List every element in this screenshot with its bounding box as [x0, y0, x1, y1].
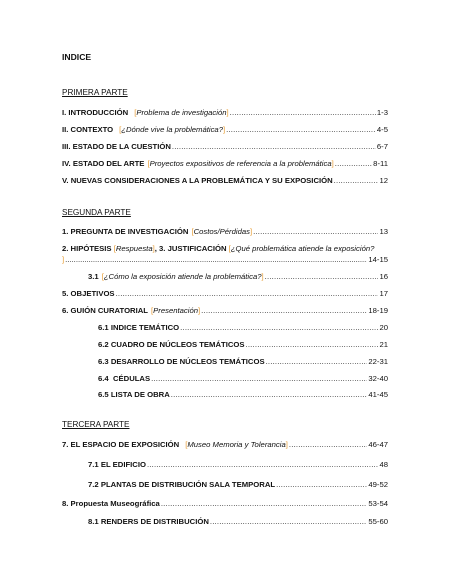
entry-pages: 46-47: [368, 440, 388, 449]
toc-entry[interactable]: 3.1 [ ¿Cómo la exposición atiende la problemática? ] ..... 16: [88, 271, 388, 282]
entry-note: Costos/Pérdidas: [193, 227, 250, 236]
entry-label: 2. HIPÓTESIS: [62, 244, 112, 253]
toc-entry[interactable]: [62, 498, 388, 509]
toc-entry[interactable]: 6. GUIÓN CURATORIAL [ Presentación ] ..... 18-19: [62, 305, 388, 316]
toc-entry[interactable]: [88, 516, 388, 527]
toc-entry[interactable]: [98, 373, 388, 384]
leader-dots: [147, 459, 378, 470]
leader-dots: [201, 305, 367, 316]
entry-label: 7. EL ESPACIO DE EXPOSICIÓN: [62, 440, 180, 449]
toc-entry[interactable]: [98, 389, 388, 400]
toc-entry[interactable]: [98, 356, 388, 367]
leader-dots: [246, 339, 379, 350]
entry-note: Museo Memoria y Tolerancia: [187, 440, 286, 449]
leader-dots: [172, 141, 376, 152]
entry-pages: 13: [379, 227, 388, 236]
toc-entry[interactable]: I. INTRODUCCIÓN [ Problema de investigación ] ..... 1-3: [62, 107, 388, 118]
entry-label: V. NUEVAS CONSIDERACIONES A LA PROBLEMÁTICA Y SU EXPOSICIÓN: [62, 176, 333, 185]
toc-entry[interactable]: [62, 288, 388, 299]
leader-dots: [289, 439, 367, 450]
entry-label: 7.1 EL EDIFICIO: [88, 460, 146, 469]
page-title: INDICE: [62, 52, 92, 62]
leader-dots: [335, 158, 372, 169]
entry-pages: 32-40: [368, 374, 388, 383]
entry-pages: 8-11: [373, 159, 388, 168]
entry-note: Presentación: [153, 306, 199, 315]
entry-label: 3.1: [88, 272, 99, 281]
entry-label: 6.4 CÉDULAS: [98, 374, 151, 383]
entry-label: 7.2 PLANTAS DE DISTRIBUCIÓN SALA TEMPORAL: [88, 480, 276, 489]
entry-label-2: 3. JUSTIFICACIÓN: [159, 244, 227, 253]
leader-dots: [116, 288, 379, 299]
entry-label: 8. Propuesta Museográfica: [62, 499, 160, 508]
entry-note: Problema de investigación: [136, 108, 227, 117]
leader-dots: [180, 322, 378, 333]
entry-label: 6.1 INDICE TEMÁTICO: [98, 323, 180, 332]
part-heading-1: PRIMERA PARTE: [62, 88, 128, 97]
leader-dots: [230, 107, 376, 118]
entry-label: 1. PREGUNTA DE INVESTIGACIÓN: [62, 227, 189, 236]
toc-entry[interactable]: IV. ESTADO DEL ARTE [ Proyectos expositivos de referencia a la problemática ] ..... 8-11: [62, 158, 388, 169]
entry-pages: 53-54: [368, 499, 388, 508]
entry-pages: 18-19: [368, 306, 388, 315]
part-heading-3: TERCERA PARTE: [62, 420, 130, 429]
toc-entry[interactable]: [88, 459, 388, 470]
entry-note-2: ¿Qué problemática atiende la exposición?: [230, 244, 375, 253]
entry-pages: 12: [379, 176, 388, 185]
entry-label: IV. ESTADO DEL ARTE: [62, 159, 145, 168]
entry-pages: 55-60: [368, 517, 388, 526]
part-heading-2: SEGUNDA PARTE: [62, 208, 131, 217]
leader-dots: [253, 226, 378, 237]
entry-label: I. INTRODUCCIÓN: [62, 108, 129, 117]
entry-pages: 48: [379, 460, 388, 469]
entry-pages: 17: [379, 289, 388, 298]
toc-entry[interactable]: [62, 141, 388, 152]
entry-label: 8.1 RENDERS DE DISTRIBUCIÓN: [88, 517, 209, 526]
leader-dots: [334, 175, 379, 186]
leader-dots: [266, 356, 368, 367]
entry-pages: 21: [379, 340, 388, 349]
entry-label: 6.3 DESARROLLO DE NÚCLEOS TEMÁTICOS: [98, 357, 265, 366]
leader-dots: [210, 516, 367, 527]
leader-dots: [151, 373, 367, 384]
entry-label: 5. OBJETIVOS: [62, 289, 115, 298]
entry-note: ¿Dónde vive la problemática?: [121, 125, 223, 134]
leader-dots: [276, 479, 367, 490]
leader-dots: [171, 389, 368, 400]
toc-entry[interactable]: 1. PREGUNTA DE INVESTIGACIÓN [ Costos/Pérdidas ] ..... 13: [62, 226, 388, 237]
toc-entry[interactable]: [62, 175, 388, 186]
leader-dots: [265, 271, 379, 282]
leader-dots: [65, 254, 367, 265]
leader-dots: [161, 498, 367, 509]
entry-note: Respuesta: [115, 244, 153, 253]
entry-pages: 41-45: [368, 390, 388, 399]
toc-entry[interactable]: II. CONTEXTO [ ¿Dónde vive la problemática? ] ..... 4-5: [62, 124, 388, 135]
entry-pages: 6-7: [376, 142, 388, 151]
leader-dots: [226, 124, 376, 135]
entry-pages: 16: [379, 272, 388, 281]
entry-pages: 20: [379, 323, 388, 332]
entry-note: Proyectos expositivos de referencia a la problemática: [149, 159, 332, 168]
entry-note: ¿Cómo la exposición atiende la problemática?: [103, 272, 262, 281]
entry-pages: 1-3: [376, 108, 388, 117]
toc-entry[interactable]: [98, 322, 388, 333]
entry-pages: 14-15: [368, 255, 388, 264]
entry-label: II. CONTEXTO: [62, 125, 114, 134]
entry-pages: 22-31: [368, 357, 388, 366]
entry-label: 6. GUIÓN CURATORIAL: [62, 306, 148, 315]
entry-pages: 4-5: [376, 125, 388, 134]
entry-label: III. ESTADO DE LA CUESTIÓN: [62, 142, 171, 151]
toc-entry[interactable]: [98, 339, 388, 350]
toc-entry[interactable]: 2. HIPÓTESIS [Respuesta], 3. JUSTIFICACIÓN [¿Qué problemática atiende la exposición? ] ..... 14-15: [62, 243, 388, 265]
toc-entry[interactable]: 7. EL ESPACIO DE EXPOSICIÓN [ Museo Memoria y Tolerancia ] ..... 46-47: [62, 439, 388, 450]
entry-pages: 49-52: [368, 480, 388, 489]
entry-label: 6.5 LISTA DE OBRA: [98, 390, 170, 399]
toc-entry[interactable]: [88, 479, 388, 490]
entry-label: 6.2 CUADRO DE NÚCLEOS TEMÁTICOS: [98, 340, 245, 349]
